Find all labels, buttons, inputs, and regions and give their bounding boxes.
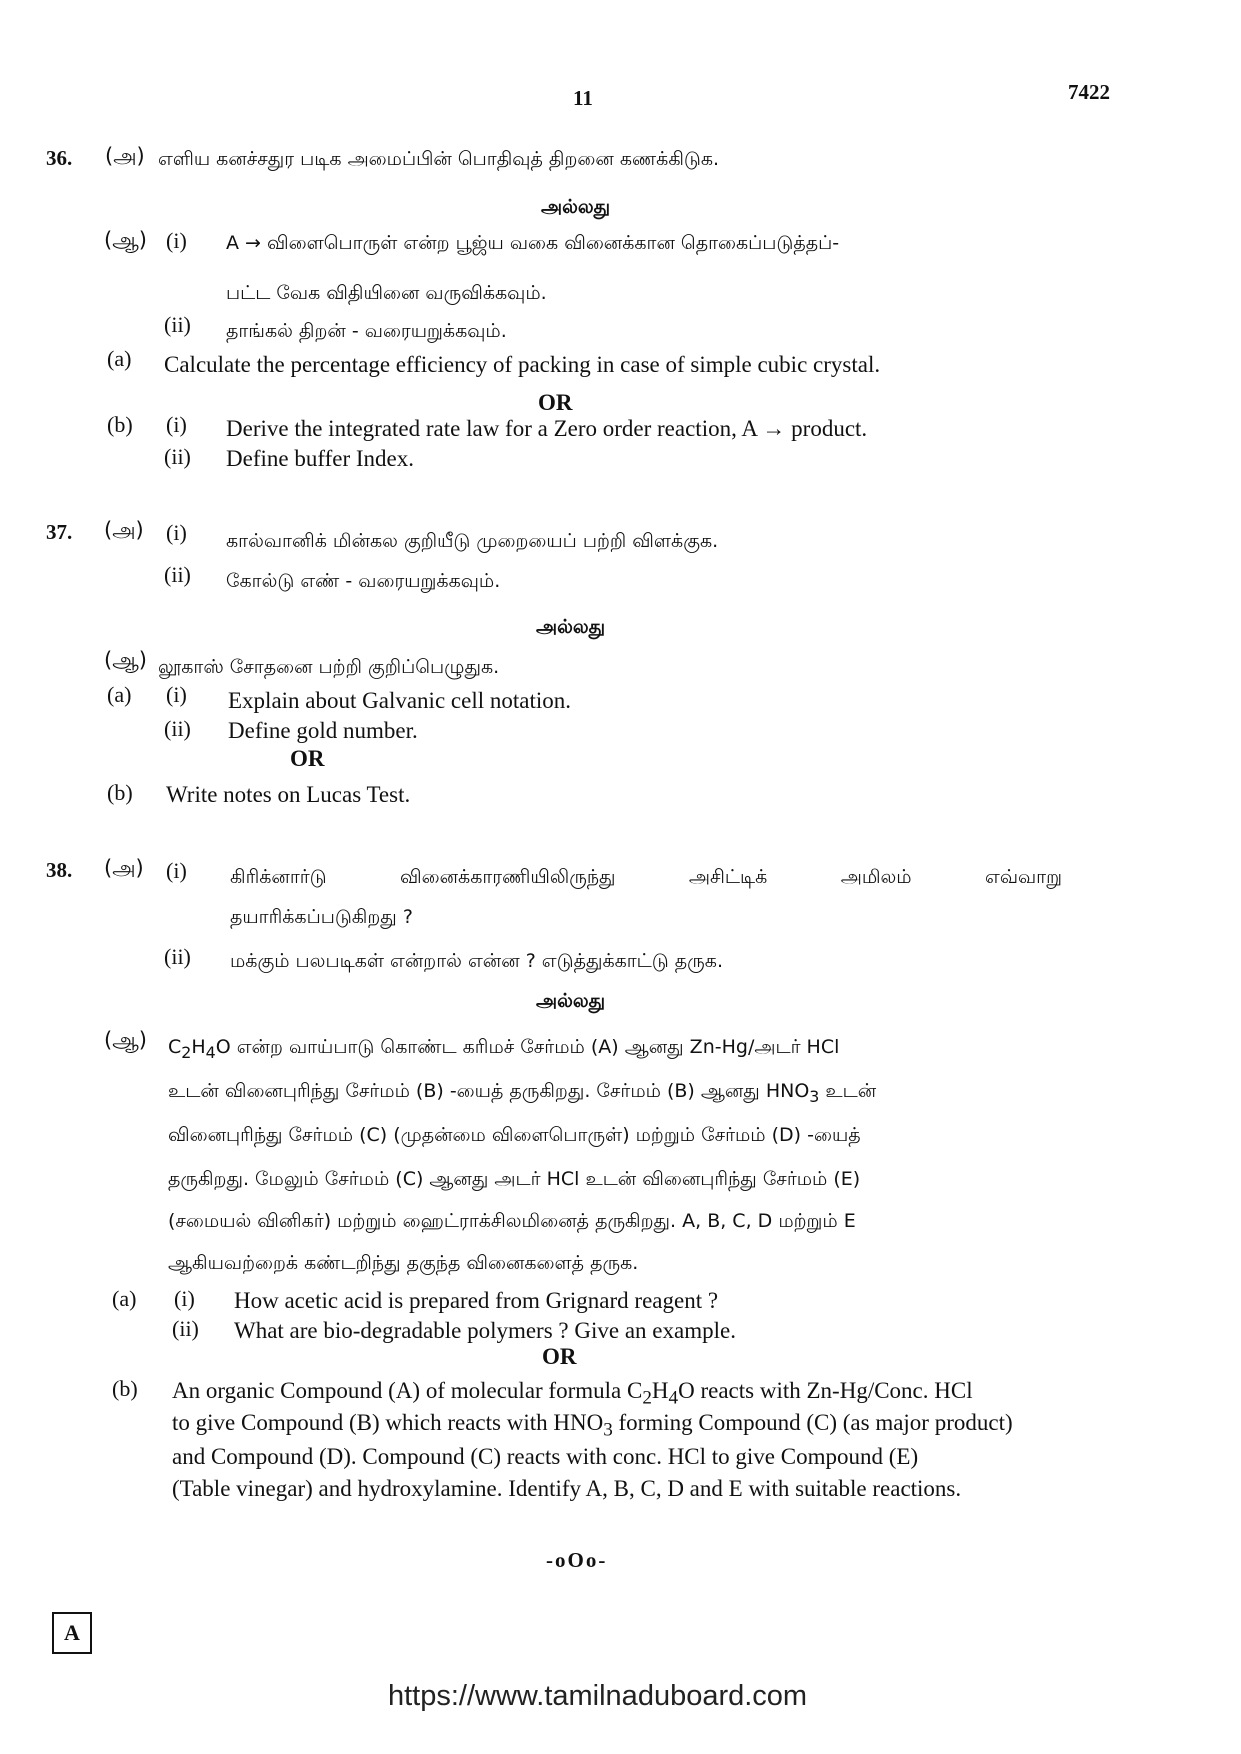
- label: (ii): [164, 716, 191, 741]
- q36-tamil-b-i-line1: A → விளைபொருள் என்ற பூஜ்ய வகை வினைக்கான தொகைப்படுத்தப்-: [226, 232, 840, 254]
- q38-tamil-b-line2: உடன் வினைபுரிந்து சேர்மம் (B) -யைத் தருகிறது. சேர்மம் (B) ஆனது $HNO_3$ உடன்: [168, 1080, 877, 1106]
- q38-english-b-line4: (Table vinegar) and hydroxylamine. Identify A, B, C, D and E with suitable reactions.: [172, 1476, 962, 1501]
- q38-english-a-i: How acetic acid is prepared from Grignard reagent ?: [234, 1288, 719, 1313]
- end-mark: -oOo-: [546, 1548, 608, 1572]
- q38-tamil-a-ii: மக்கும் பலபடிகள் என்றால் என்ன ? எடுத்துக்காட்டு தருக.: [230, 950, 723, 972]
- question-number-36: 36.: [46, 146, 73, 170]
- q36-tamil-a: எளிய கனச்சதுர படிக அமைப்பின் பொதிவுத் திறனை கணக்கிடுக.: [158, 148, 720, 170]
- english-or: OR: [542, 1344, 577, 1369]
- question-number-37: 37.: [46, 520, 73, 544]
- paper-code: 7422: [1068, 80, 1110, 104]
- label: (a): [107, 682, 132, 707]
- footer-url[interactable]: https://www.tamilnaduboard.com: [388, 1680, 808, 1712]
- label: (i): [166, 682, 187, 707]
- label: (i): [166, 520, 187, 545]
- q36-english-b-i: Derive the integrated rate law for a Zero order reaction, A → product.: [226, 416, 868, 441]
- q38-english-a-ii: What are bio-degradable polymers ? Give an example.: [234, 1318, 736, 1343]
- q38-tamil-a-i-line1: கிரிக்னார்டு வினைக்காரணியிலிருந்து அசிட்டிக் அமிலம் எவ்வாறு: [230, 866, 1062, 888]
- label: (ஆ): [104, 1028, 147, 1052]
- tamil-or: அல்லது: [541, 196, 611, 218]
- q38-tamil-b-line4: தருகிறது. மேலும் சேர்மம் (C) ஆனது அடர் HCl உடன் வினைபுரிந்து சேர்மம் (E): [168, 1168, 861, 1190]
- english-or: OR: [538, 390, 573, 415]
- label: (i): [166, 412, 187, 437]
- label: (i): [166, 228, 187, 253]
- q38-tamil-a-i-line2: தயாரிக்கப்படுகிறது ?: [230, 906, 413, 928]
- label: (ஆ): [104, 648, 147, 672]
- q37-english-b: Write notes on Lucas Test.: [166, 782, 411, 807]
- q38-tamil-b-line3: வினைபுரிந்து சேர்மம் (C) (முதன்மை விளைபொருள்) மற்றும் சேர்மம் (D) -யைத்: [168, 1124, 861, 1146]
- label: (அ): [105, 144, 145, 168]
- q36-tamil-b-i-line2: பட்ட வேக விதியினை வருவிக்கவும்.: [226, 282, 547, 304]
- label: (b): [107, 780, 133, 805]
- q37-english-a-ii: Define gold number.: [228, 718, 418, 743]
- page-number: 11: [573, 86, 593, 110]
- tamil-or: அல்லது: [536, 990, 606, 1012]
- q36-tamil-b-ii: தாங்கல் திறன் - வரையறுக்கவும்.: [226, 320, 507, 342]
- q37-english-a-i: Explain about Galvanic cell notation.: [228, 688, 571, 713]
- q37-tamil-b: லூகாஸ் சோதனை பற்றி குறிப்பெழுதுக.: [158, 656, 500, 678]
- english-or: OR: [290, 746, 325, 771]
- label: (ii): [164, 444, 191, 469]
- booklet-series-box: A: [52, 1612, 92, 1654]
- label: (ii): [164, 562, 191, 587]
- label: (a): [112, 1286, 137, 1311]
- q38-english-b-line1: An organic Compound (A) of molecular formula $C_2H_4O$ reacts with Zn-Hg/Conc. HCl: [172, 1378, 973, 1409]
- label: (ii): [172, 1316, 199, 1341]
- tamil-or: அல்லது: [536, 616, 606, 638]
- label: (அ): [104, 518, 144, 542]
- question-number-38: 38.: [46, 858, 73, 882]
- label: (i): [174, 1286, 195, 1311]
- label: (ஆ): [104, 228, 147, 252]
- label: (அ): [104, 856, 144, 880]
- q37-tamil-a-ii: கோல்டு எண் - வரையறுக்கவும்.: [226, 570, 501, 592]
- q38-tamil-b-line1: $C_2H_4O$ என்ற வாய்பாடு கொண்ட கரிமச் சேர்மம் (A) ஆனது Zn-Hg/அடர் HCl: [168, 1036, 840, 1062]
- label: (b): [112, 1376, 138, 1401]
- q38-english-b-line3: and Compound (D). Compound (C) reacts with conc. HCl to give Compound (E): [172, 1444, 919, 1469]
- q36-english-a: Calculate the percentage efficiency of packing in case of simple cubic crystal.: [164, 352, 881, 377]
- label: (a): [107, 346, 132, 371]
- label: (i): [166, 858, 187, 883]
- q38-tamil-b-line6: ஆகியவற்றைக் கண்டறிந்து தகுந்த வினைகளைத் தருக.: [168, 1252, 639, 1274]
- label: (ii): [164, 312, 191, 337]
- q38-english-b-line2: to give Compound (B) which reacts with $HNO_3$ forming Compound (C) (as major product): [172, 1410, 1013, 1441]
- q37-tamil-a-i: கால்வானிக் மின்கல குறியீடு முறையைப் பற்றி விளக்குக.: [226, 530, 719, 552]
- q38-tamil-b-line5: (சமையல் வினிகர்) மற்றும் ஹைட்ராக்சிலமினைத் தருகிறது. A, B, C, D மற்றும் E: [168, 1210, 856, 1232]
- label: (ii): [164, 944, 191, 969]
- label: (b): [107, 412, 133, 437]
- q36-english-b-ii: Define buffer Index.: [226, 446, 414, 471]
